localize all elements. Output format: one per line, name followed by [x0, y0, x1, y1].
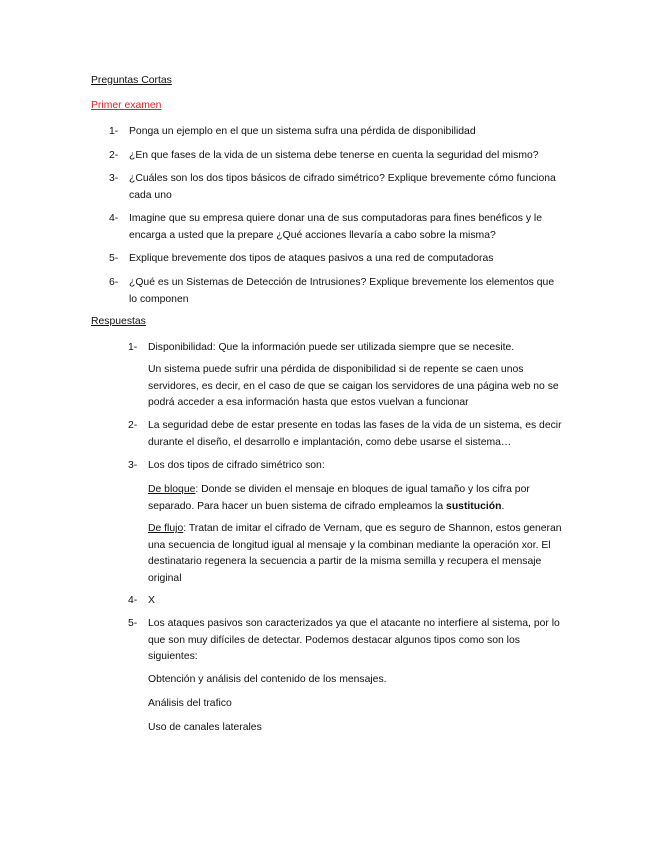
- question-number: 5-: [109, 253, 119, 264]
- stream-cipher-text: : Tratan de imitar el cifrado de Vernam, que es seguro de Shannon, estos generan una secuencia de longitud igual al mensaje y la combinan mediante la operación xor. El destinatario regenera la secuencia a partir de la misma semilla y recupera el mensaje original: [148, 523, 562, 584]
- question-text: Ponga un ejemplo en el que un sistema sufra una pérdida de disponibilidad: [129, 126, 476, 137]
- passive-attack-item: Análisis del trafico: [148, 698, 232, 709]
- document-title: Preguntas Cortas: [91, 75, 172, 86]
- block-cipher-label: De bloque: [148, 484, 196, 495]
- block-cipher-end: .: [501, 500, 505, 512]
- answer-text: Los dos tipos de cifrado simétrico son:: [148, 460, 325, 471]
- question-number: 3-: [109, 173, 119, 184]
- question-text: ¿Cuáles son los dos tipos básicos de cifrado simétrico? Explique brevemente cómo funciona cada uno: [129, 173, 556, 201]
- passive-attack-item: Uso de canales laterales: [148, 722, 262, 733]
- answers-heading: Respuestas: [91, 316, 146, 327]
- question-text: Imagine que su empresa quiere donar una de sus computadoras para fines benéficos y le encarga a usted que la prepare ¿Qué acciones llevaría a cabo sobre la misma?: [129, 213, 542, 241]
- question-number: 2-: [109, 150, 119, 161]
- answer-number: 2-: [128, 420, 138, 431]
- stream-cipher-paragraph: [148, 521, 568, 587]
- answer-number: 5-: [128, 618, 138, 629]
- answer-number: 1-: [128, 342, 138, 353]
- question-text: Explique brevemente dos tipos de ataques pasivos a una red de computadoras: [129, 253, 494, 264]
- answer-text: Los ataques pasivos son caracterizados ya que el atacante no interfiere al sistema, por lo que son muy difíciles de detectar. Podemos destacar algunos tipos como son los siguientes:: [148, 618, 560, 662]
- question-text: ¿En que fases de la vida de un sistema debe tenerse en cuenta la seguridad del mismo?: [129, 150, 539, 161]
- exam-section-heading: Primer examen: [91, 100, 162, 111]
- answer-text: Disponibilidad: Que la información puede ser utilizada siempre que se necesite.: [148, 342, 515, 353]
- answer-number: 3-: [128, 460, 138, 471]
- answer-paragraph: Un sistema puede sufrir una pérdida de disponibilidad si de repente se caen unos servidores, es decir, en el caso de que se caigan los servidores de una página web no se podrá acceder a esa información hasta que estos vuelvan a funcionar: [148, 364, 559, 408]
- answer-text: X: [148, 595, 155, 606]
- substitution-term: sustitución: [446, 500, 502, 512]
- answer-text: La seguridad debe de estar presente en todas las fases de la vida de un sistema, es decir durante el diseño, el desarrollo e implantación, como debe usarse el sistema…: [148, 420, 562, 448]
- stream-cipher-label: De flujo: [148, 523, 184, 534]
- block-cipher-paragraph: [148, 482, 568, 515]
- question-number: 6-: [109, 277, 119, 288]
- question-number: 1-: [109, 126, 119, 137]
- question-text: ¿Qué es un Sistemas de Detección de Intrusiones? Explique brevemente los elementos que lo componen: [129, 277, 555, 305]
- block-cipher-text: : Donde se dividen el mensaje en bloques de igual tamaño y los cifra por separado. Para hacer un buen sistema de cifrado empleamos la: [148, 484, 530, 512]
- question-number: 4-: [109, 213, 119, 224]
- passive-attack-item: Obtención y análisis del contenido de los mensajes.: [148, 674, 387, 685]
- answer-number: 4-: [128, 595, 138, 606]
